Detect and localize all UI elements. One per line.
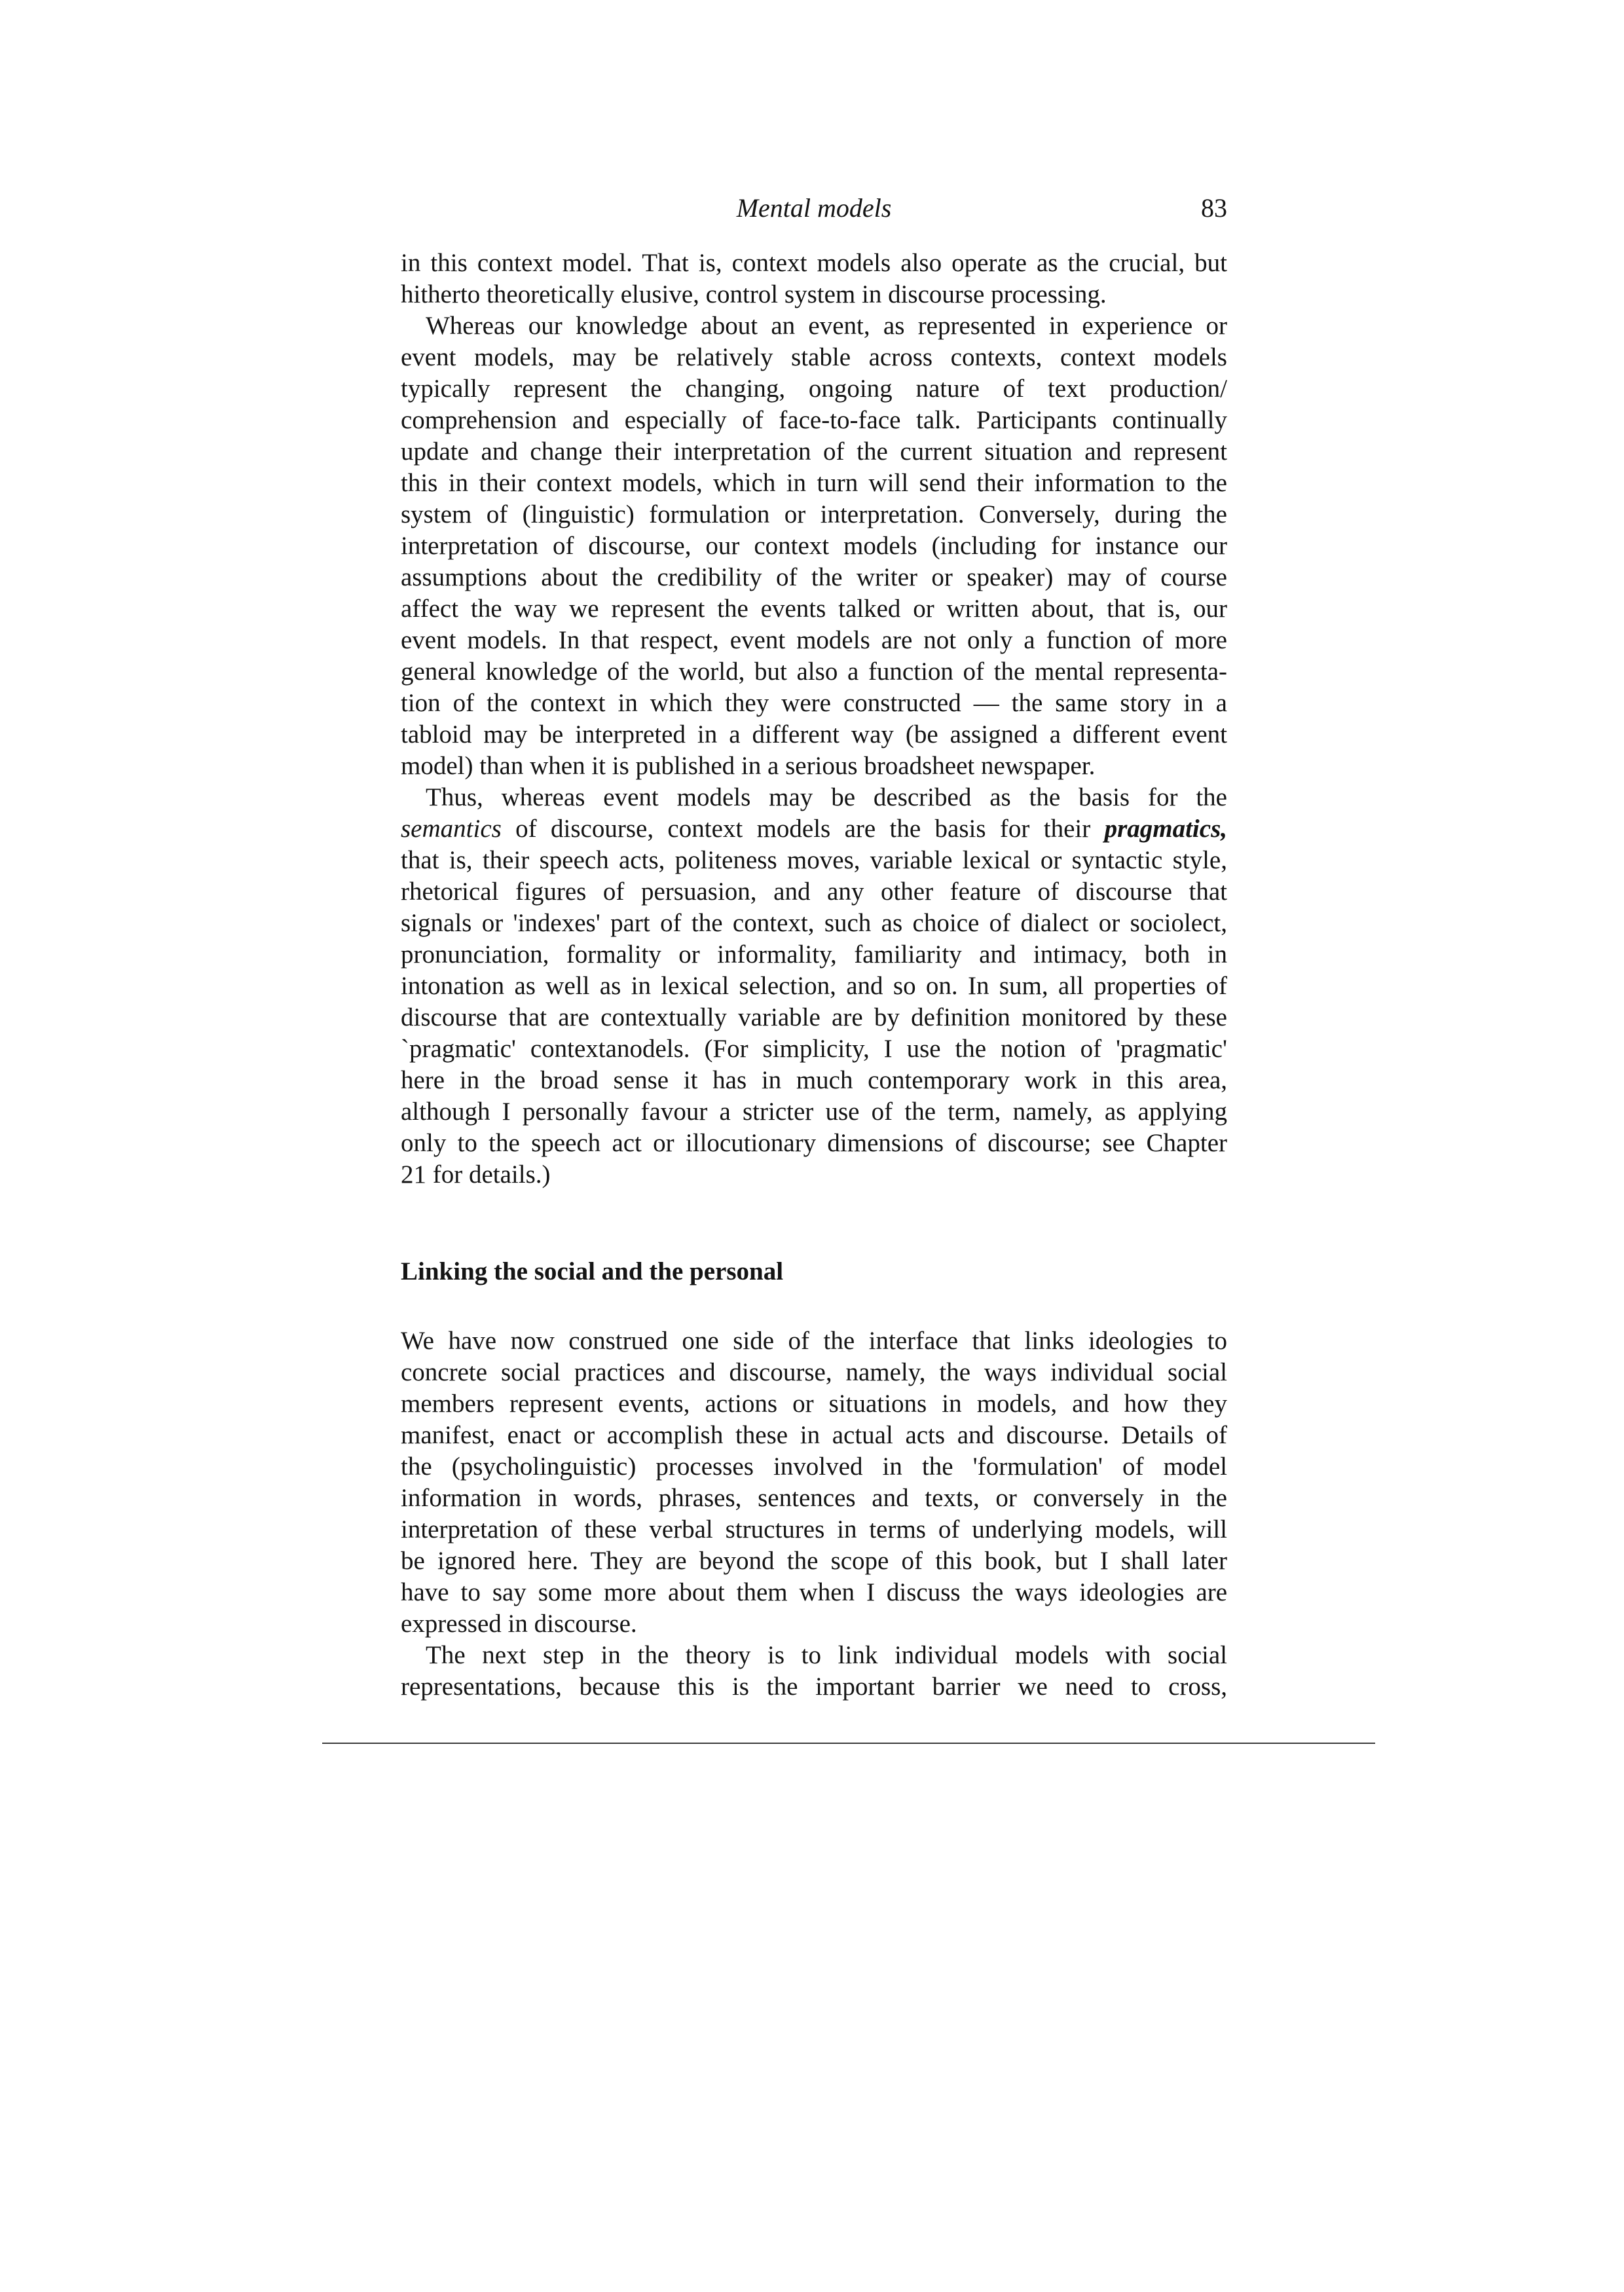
spacer [401,1191,1227,1256]
text-line: event models, may be relatively stable across contexts, context models [401,343,1227,371]
text-line: representations, because this is the important barrier we need to cross, [401,1673,1227,1701]
section-heading: Linking the social and the personal [401,1257,784,1285]
text-line: system of (linguistic) formulation or interpretation. Conversely, during the [401,500,1227,528]
text-line: only to the speech act or illocutionary dimensions of discourse; see Chapter [401,1129,1227,1157]
text-line: event models. In that respect, event models are not only a function of more [401,626,1227,654]
text-fragment: of discourse, context models are the basis for their [501,815,1105,843]
text-line: We have now construed one side of the interface that links ideologies to [401,1327,1227,1355]
paragraph-2 [401,310,1227,782]
text-line: model) than when it is published in a serious broadsheet newspaper. [401,752,1096,780]
emphasis-semantics: semantics [401,815,502,843]
text-line: Whereas our knowledge about an event, as represented in experience or [426,312,1227,340]
text-line: that is, their speech acts, politeness moves, variable lexical or syntactic style, [401,846,1227,874]
text-line: update and change their interpretation of the current situation and represent [401,437,1227,466]
text-line: pronunciation, formality or informality, familiarity and intimacy, both in [401,940,1227,969]
text-line: `pragmatic' contextanodels. (For simplicity, I use the notion of 'pragmatic' [401,1035,1227,1063]
text-line: interpretation of discourse, our context models (including for instance our [401,532,1227,560]
text-line: here in the broad sense it has in much contemporary work in this area, [401,1066,1227,1094]
text-line: interpretation of these verbal structures in terms of underlying models, will [401,1515,1227,1543]
paragraph-3 [401,782,1227,1191]
text-line: intonation as well as in lexical selection, and so on. In sum, all properties of [401,972,1227,1000]
text-line: signals or 'indexes' part of the context, such as choice of dialect or sociolect, [401,909,1227,937]
text-line: tabloid may be interpreted in a different way (be assigned a different event [401,720,1227,749]
text-line-with-emphasis [401,813,1227,845]
text-line: information in words, phrases, sentences and texts, or conversely in the [401,1484,1227,1512]
text-line: be ignored here. They are beyond the scope of this book, but I shall later [401,1547,1227,1575]
text-line: the (psycholinguistic) processes involved in the 'formulation' of model [401,1452,1227,1481]
section-paragraph-1 [401,1325,1227,1640]
text-line: discourse that are contextually variable are by definition monitored by these [401,1003,1227,1031]
text-line: although I personally favour a stricter use of the term, namely, as applying [401,1098,1227,1126]
text-line: 21 for details.) [401,1160,551,1189]
running-title: Mental models [736,193,892,223]
text-line: tion of the context in which they were constructed — the same story in a [401,689,1227,717]
text-line: have to say some more about them when I discuss the ways ideologies are [401,1578,1227,1606]
text-line: The next step in the theory is to link individual models with social [426,1641,1227,1669]
text-line: this in their context models, which in turn will send their information to the [401,469,1227,497]
text-line: general knowledge of the world, but also a function of the mental representa- [401,657,1227,686]
emphasis-pragmatics: pragmatics, [1104,815,1227,843]
footer-rule [322,1743,1375,1744]
text-line: Thus, whereas event models may be described as the basis for the [426,783,1227,811]
text-line: rhetorical figures of persuasion, and any other feature of discourse that [401,878,1227,906]
text-line: members represent events, actions or situations in models, and how they [401,1390,1227,1418]
spacer [401,1287,1227,1325]
text-line: comprehension and especially of face-to-face talk. Participants continually [401,406,1227,434]
text-line: expressed in discourse. [401,1610,637,1638]
text-line: in this context model. That is, context models also operate as the crucial, but [401,249,1227,277]
page-number: 83 [1201,193,1227,223]
section-paragraph-2 [401,1640,1227,1703]
text-line: manifest, enact or accomplish these in actual acts and discourse. Details of [401,1421,1227,1449]
text-line: typically represent the changing, ongoing nature of text production/ [401,375,1227,403]
text-line: assumptions about the credibility of the writer or speaker) may of course [401,563,1227,591]
running-head [401,189,1227,228]
paragraph-1 [401,248,1227,310]
body-text [401,248,1227,1703]
text-line: affect the way we represent the events talked or written about, that is, our [401,595,1227,623]
text-line: concrete social practices and discourse, namely, the ways individual social [401,1358,1227,1386]
text-line: hitherto theoretically elusive, control system in discourse processing. [401,280,1107,308]
